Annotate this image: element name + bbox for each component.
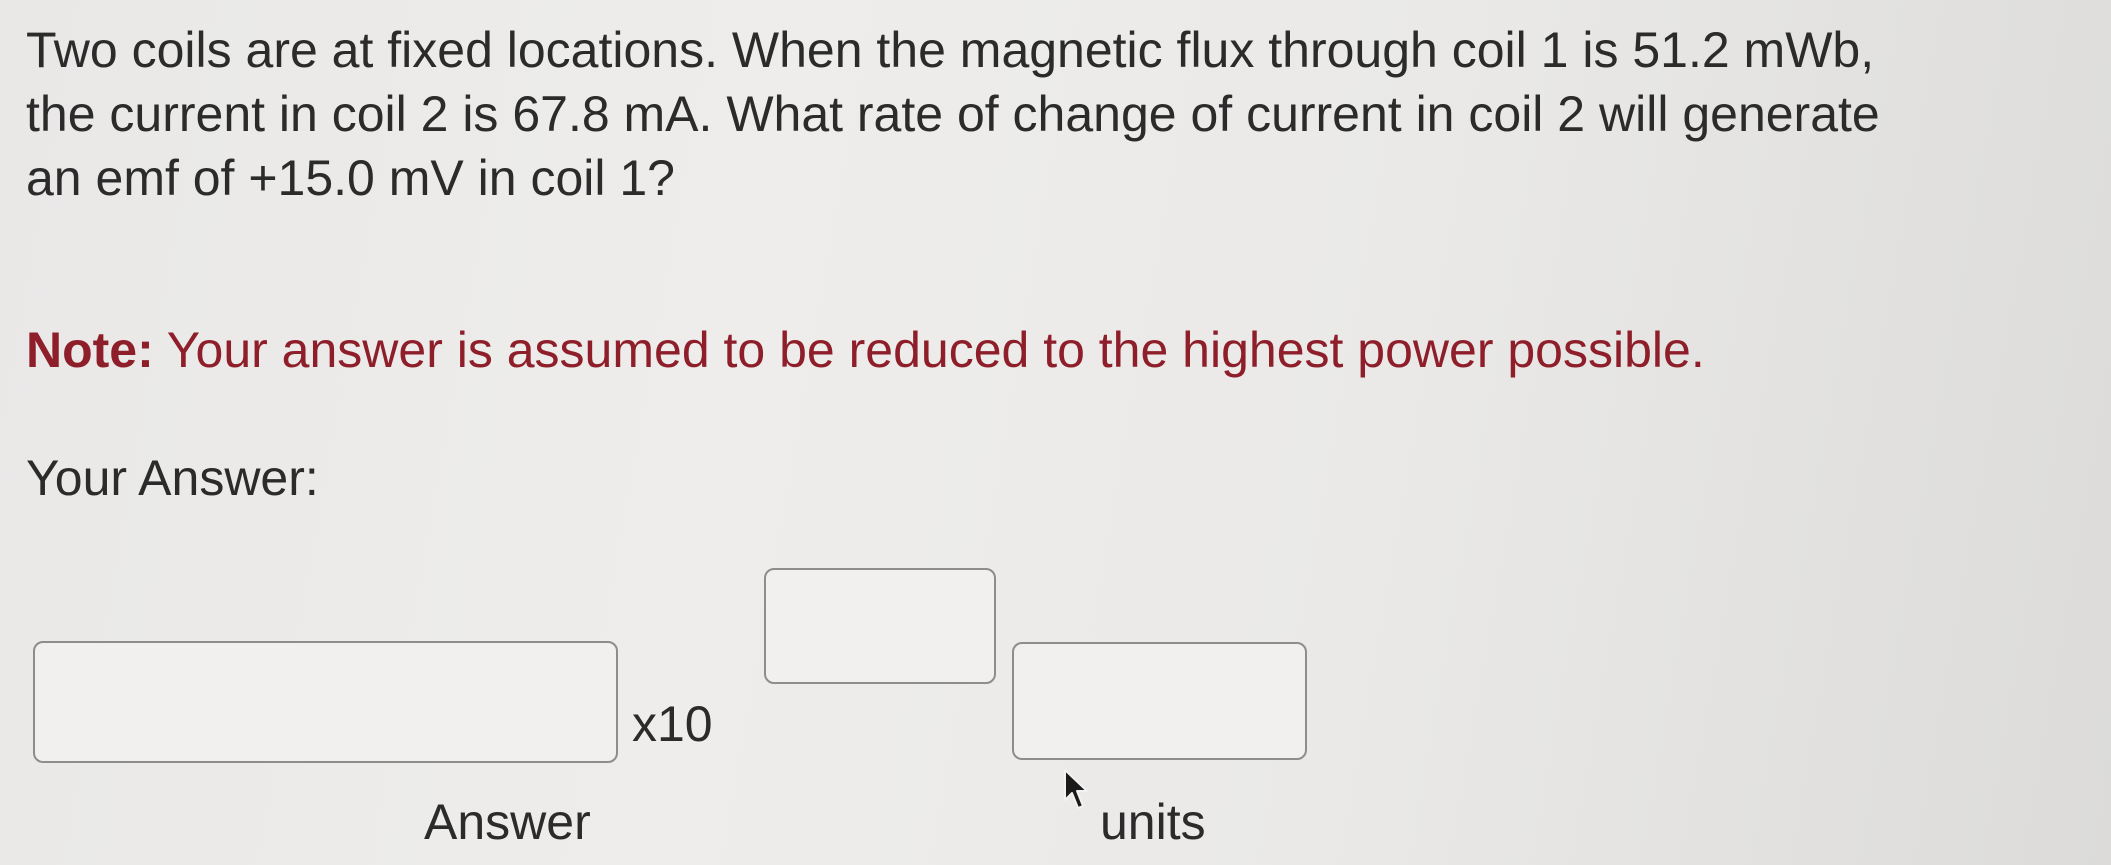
question-line-2: the current in coil 2 is 67.8 mA. What rate of change of current in coil 2 will generate	[26, 86, 1880, 142]
question-text	[26, 18, 2096, 210]
note-text	[26, 318, 1705, 382]
times-ten-label: x10	[632, 696, 713, 752]
note-body: Your answer is assumed to be reduced to the highest power possible.	[153, 322, 1705, 378]
question-line-1: Two coils are at fixed locations. When the magnetic flux through coil 1 is 51.2 mWb,	[26, 22, 1875, 78]
mouse-pointer-icon	[1062, 768, 1092, 812]
units-input[interactable]	[1012, 642, 1307, 760]
answer-caption: Answer	[424, 794, 591, 850]
your-answer-label: Your Answer:	[26, 450, 319, 506]
question-line-3: an emf of +15.0 mV in coil 1?	[26, 150, 675, 206]
note-label: Note:	[26, 322, 154, 378]
exponent-input[interactable]	[764, 568, 996, 684]
answer-input[interactable]	[33, 641, 618, 763]
units-caption: units	[1100, 794, 1206, 850]
